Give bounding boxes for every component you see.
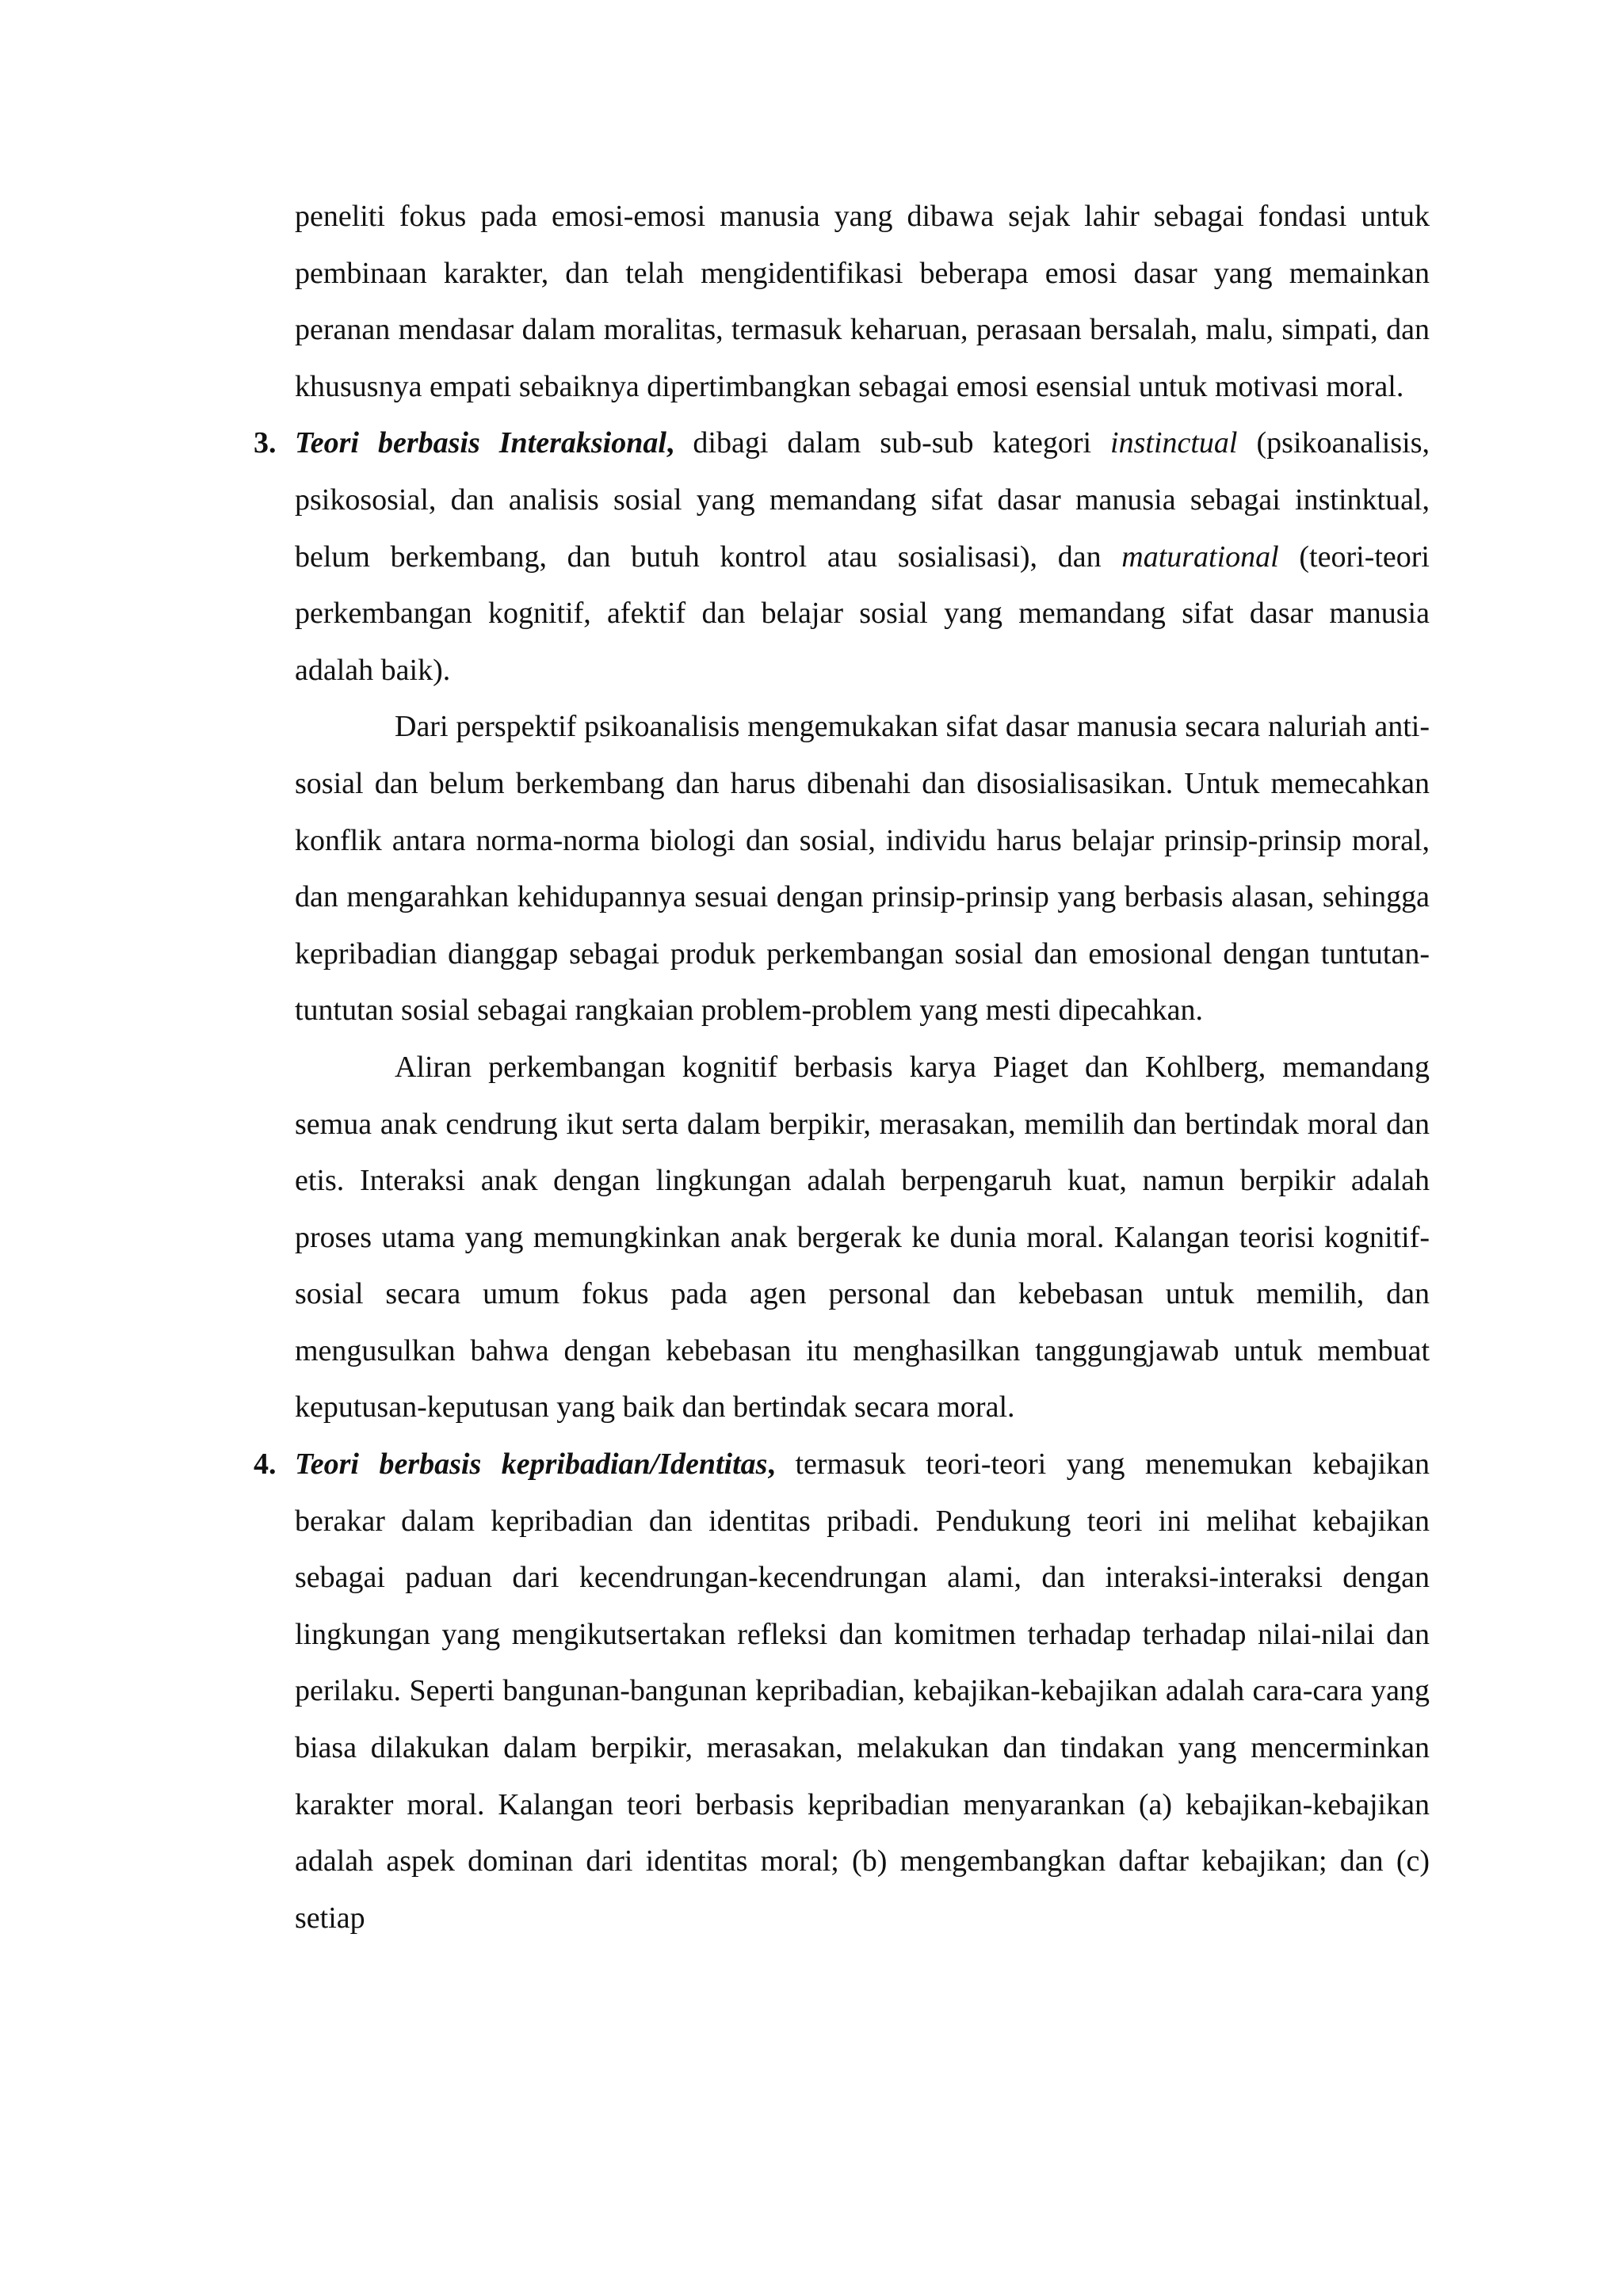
item-3-text-a: dibagi dalam sub-sub kategori [674, 426, 1111, 460]
list-item-4 [254, 1436, 1430, 1947]
item-3-title: Teori berbasis Interaksional [295, 426, 666, 460]
list-number-3: 3. [254, 426, 277, 460]
item-3-paragraph-psikoanalisis: Dari perspektif psikoanalisis mengemukakan sifat dasar manusia secara naluriah anti-sosial dan belum berkembang dan harus dibenahi dan disosialisasikan. Untuk memecahkan konflik antara norma-norma biologi dan sosial, individu harus belajar prinsip-prinsip moral, dan mengarahkan kehidupannya sesuai dengan prinsip-prinsip yang berbasis alasan, sehingga kepribadian dianggap sebagai produk perkembangan sosial dan emosional dengan tuntutan-tuntutan sosial sebagai rangkaian problem-problem yang mesti dipecahkan. [295, 710, 1430, 1028]
item-3-text-c: (teori-teori perkembangan kognitif, afektif dan belajar sosial yang memandang sifat dasar manusia adalah baik). [295, 540, 1430, 687]
item-3-paragraph-kognitif: Aliran perkembangan kognitif berbasis karya Piaget dan Kohlberg, memandang semua anak cendrung ikut serta dalam berpikir, merasakan, memilih dan bertindak moral dan etis. Interaksi anak dengan lingkungan adalah berpengaruh kuat, namun berpikir adalah proses utama yang memungkinkan anak bergerak ke dunia moral. Kalangan teorisi kognitif-sosial secara umum fokus pada agen personal dan kebebasan untuk memilih, dan mengusulkan bahwa dengan kebebasan itu menghasilkan tanggungjawab untuk membuat keputusan-keputusan yang baik dan bertindak secara moral. [295, 1050, 1430, 1425]
list-number-4: 4. [254, 1447, 277, 1482]
item-4-text: termasuk teori-teori yang menemukan kebajikan berakar dalam kepribadian dan identitas pribadi. Pendukung teori ini melihat kebajikan sebagai paduan dari kecendrungan-kecendrungan alami, dan interaksi-interaksi dengan lingkungan yang mengikutsertakan refleksi dan komitmen terhadap terhadap nilai-nilai dan perilaku. Seperti bangunan-bangunan kepribadian, kebajikan-kebajikan adalah cara-cara yang biasa dilakukan dalam berpikir, merasakan, melakukan dan tindakan yang mencerminkan karakter moral. Kalangan teori berbasis kepribadian menyarankan (a) kebajikan-kebajikan adalah aspek dominan dari identitas moral; (b) mengembangkan daftar kebajikan; dan (c) setiap [295, 1447, 1430, 1935]
item-4-title: Teori berbasis kepribadian/Identitas [295, 1447, 768, 1482]
item-3-intro [295, 415, 1430, 699]
paragraph-intro: peneliti fokus pada emosi-emosi manusia yang dibawa sejak lahir sebagai fondasi untuk pembinaan karakter, dan telah mengidentifikasi beberapa emosi dasar yang memainkan peranan mendasar dalam moralitas, termasuk keharuan, perasaan bersalah, malu, simpati, dan khususnya empati sebaiknya dipertimbangkan sebagai emosi esensial untuk motivasi moral. [295, 200, 1430, 403]
item-4-paragraph [295, 1436, 1430, 1947]
item-3-title-comma: , [666, 426, 674, 460]
item-3-term-maturational: maturational [1121, 540, 1279, 574]
item-3-term-instinctual: instinctual [1110, 426, 1238, 460]
item-4-title-comma: , [767, 1447, 775, 1482]
list-item-3 [254, 415, 1430, 1436]
document-page [254, 189, 1430, 1947]
item-3-text-b: (psikoanalisis, psikososial, dan analisis sosial yang memandang sifat dasar manusia sebagai instinktual, belum berkembang, dan butuh kontrol atau sosialisasi), dan [295, 426, 1430, 574]
